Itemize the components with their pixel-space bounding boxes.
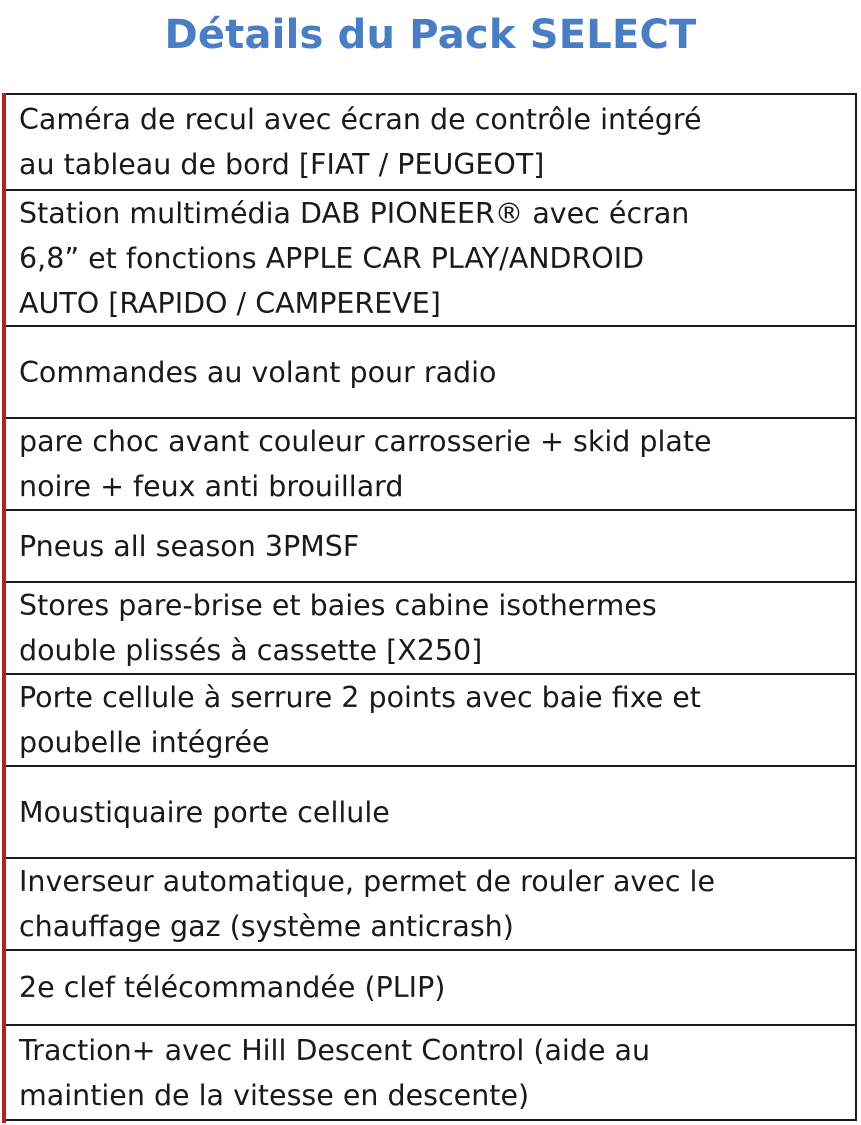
table-row bbox=[6, 509, 857, 581]
table-cell: 2e clef télécommandée (PLIP) bbox=[19, 971, 446, 1004]
table-cell: pare choc avant couleur carrosserie + skid plate noire + feux anti brouillard bbox=[19, 425, 712, 503]
table-row bbox=[6, 189, 857, 325]
table-cell: Commandes au volant pour radio bbox=[19, 355, 497, 389]
table-cell: Station multimédia DAB PIONEER® avec écran 6,8” et fonctions APPLE CAR PLAY/ANDROID AUTO [RAPIDO / CAMPEREVE] bbox=[19, 196, 690, 320]
table-row bbox=[6, 857, 857, 949]
table-row bbox=[6, 93, 857, 189]
table-cell: Pneus all season 3PMSF bbox=[19, 529, 360, 563]
table-row bbox=[6, 1024, 857, 1121]
page-title: Détails du Pack SELECT bbox=[164, 12, 697, 58]
table-cell: Porte cellule à serrure 2 points avec baie fixe et poubelle intégrée bbox=[19, 681, 701, 759]
table-row bbox=[6, 673, 857, 765]
table-cell: Moustiquaire porte cellule bbox=[19, 795, 390, 829]
pack-details-table bbox=[0, 93, 861, 1123]
table-row bbox=[6, 417, 857, 509]
table-row bbox=[6, 581, 857, 673]
table-cell: Traction+ avec Hill Descent Control (aide au maintien de la vitesse en descente) bbox=[19, 1033, 651, 1112]
table-cell: Inverseur automatique, permet de rouler avec le chauffage gaz (système anticrash) bbox=[19, 865, 715, 943]
table-row bbox=[6, 949, 857, 1024]
table-row bbox=[6, 765, 857, 857]
table-row bbox=[6, 325, 857, 417]
table-cell: Stores pare-brise et baies cabine isothermes double plissés à cassette [X250] bbox=[19, 589, 657, 667]
table-cell: Caméra de recul avec écran de contrôle intégré au tableau de bord [FIAT / PEUGEOT] bbox=[19, 103, 702, 181]
